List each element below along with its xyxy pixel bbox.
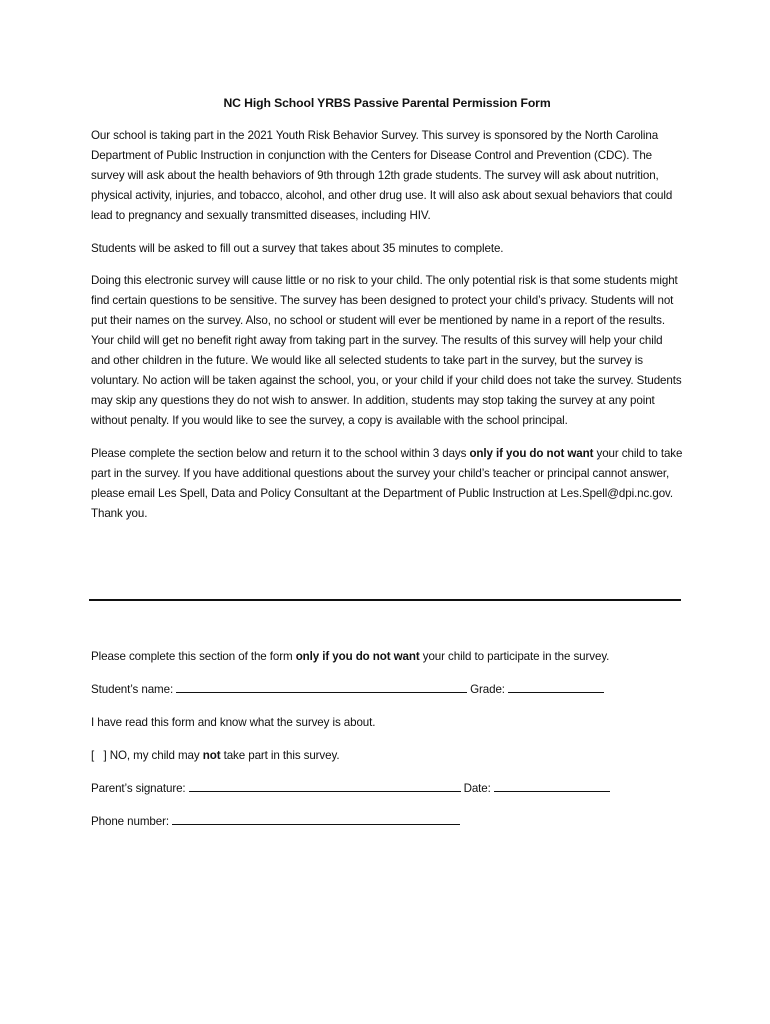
risk-paragraph: Doing this electronic survey will cause little or no risk to your child. The only potential risk is that some students might find certain questions to be sensitive. The survey has been designed to protect your child’s privacy. Students will not put their names on the survey. Also, no school or student will ever be mentioned by name in a report of the results. Your child will get no benefit right away from taking part in the survey. The results of this survey will help your child and other children in the future. We would like all selected students to take part in the survey, but the survey is voluntary. No action will be taken against the school, you, or your child if your child does not take the survey. Students may skip any questions they do not wish to answer. In addition, students may stop taking the survey at any point without penalty. If you would like to see the survey, a copy is available with the school principal. (91, 274, 682, 427)
instructions-emphasis: only if you do not want (469, 447, 594, 460)
student-row (91, 680, 683, 700)
student-name-label: Student’s name: (91, 683, 174, 696)
optout-text-end: take part in this survey. (220, 749, 340, 762)
grade-field[interactable] (508, 680, 604, 693)
parent-signature-field[interactable] (189, 779, 461, 792)
form-instruction (91, 647, 683, 667)
intro-paragraph: Our school is taking part in the 2021 Youth Risk Behavior Survey. This survey is sponsored by the North Carolina Department of Public Instruction in conjunction with the Centers for Disease Control and Prevention (CDC). The survey will ask about the health behaviors of 9th through 12th grade students. The survey will ask about nutrition, physical activity, injuries, and tobacco, alcohol, and other drug use. It will also ask about sexual behaviors that could lead to pregnancy and sexually transmitted diseases, including HIV. (91, 129, 673, 222)
form-instruction-end: your child to participate in the survey. (419, 650, 610, 663)
phone-label: Phone number: (91, 815, 169, 828)
optout-form-section (91, 647, 683, 845)
instructions-text-end: your child to take part in the survey. If you have additional questions about the survey your child’s teacher or principal cannot answer, please email Les Spell, Data and Policy Consultant at the Department of Public Instruction at Les.Spell@dpi.nc.gov. Thank you. (91, 447, 683, 520)
document-title: NC High School YRBS Passive Parental Permission Form (223, 96, 551, 110)
parent-signature-label: Parent’s signature: (91, 782, 186, 795)
optout-row (91, 746, 683, 766)
phone-row (91, 812, 683, 832)
form-instruction-start: Please complete this section of the form (91, 650, 296, 663)
instructions-paragraph (91, 444, 683, 524)
duration-paragraph: Students will be asked to fill out a survey that takes about 35 minutes to complete. (91, 242, 504, 255)
grade-label: Grade: (470, 683, 505, 696)
signature-row (91, 779, 683, 799)
form-instruction-emphasis: only if you do not want (295, 650, 420, 663)
form-document (91, 96, 683, 536)
section-divider (89, 599, 681, 601)
optout-text-start: NO, my child may (106, 749, 203, 762)
date-label: Date: (463, 782, 491, 795)
acknowledge-statement: I have read this form and know what the survey is about. (91, 716, 376, 729)
phone-field[interactable] (172, 812, 460, 825)
date-field[interactable] (494, 779, 610, 792)
optout-checkbox[interactable]: [ ] (91, 749, 107, 762)
instructions-text-start: Please complete the section below and return it to the school within 3 days (91, 447, 470, 460)
student-name-field[interactable] (176, 680, 467, 693)
optout-emphasis: not (202, 749, 221, 762)
